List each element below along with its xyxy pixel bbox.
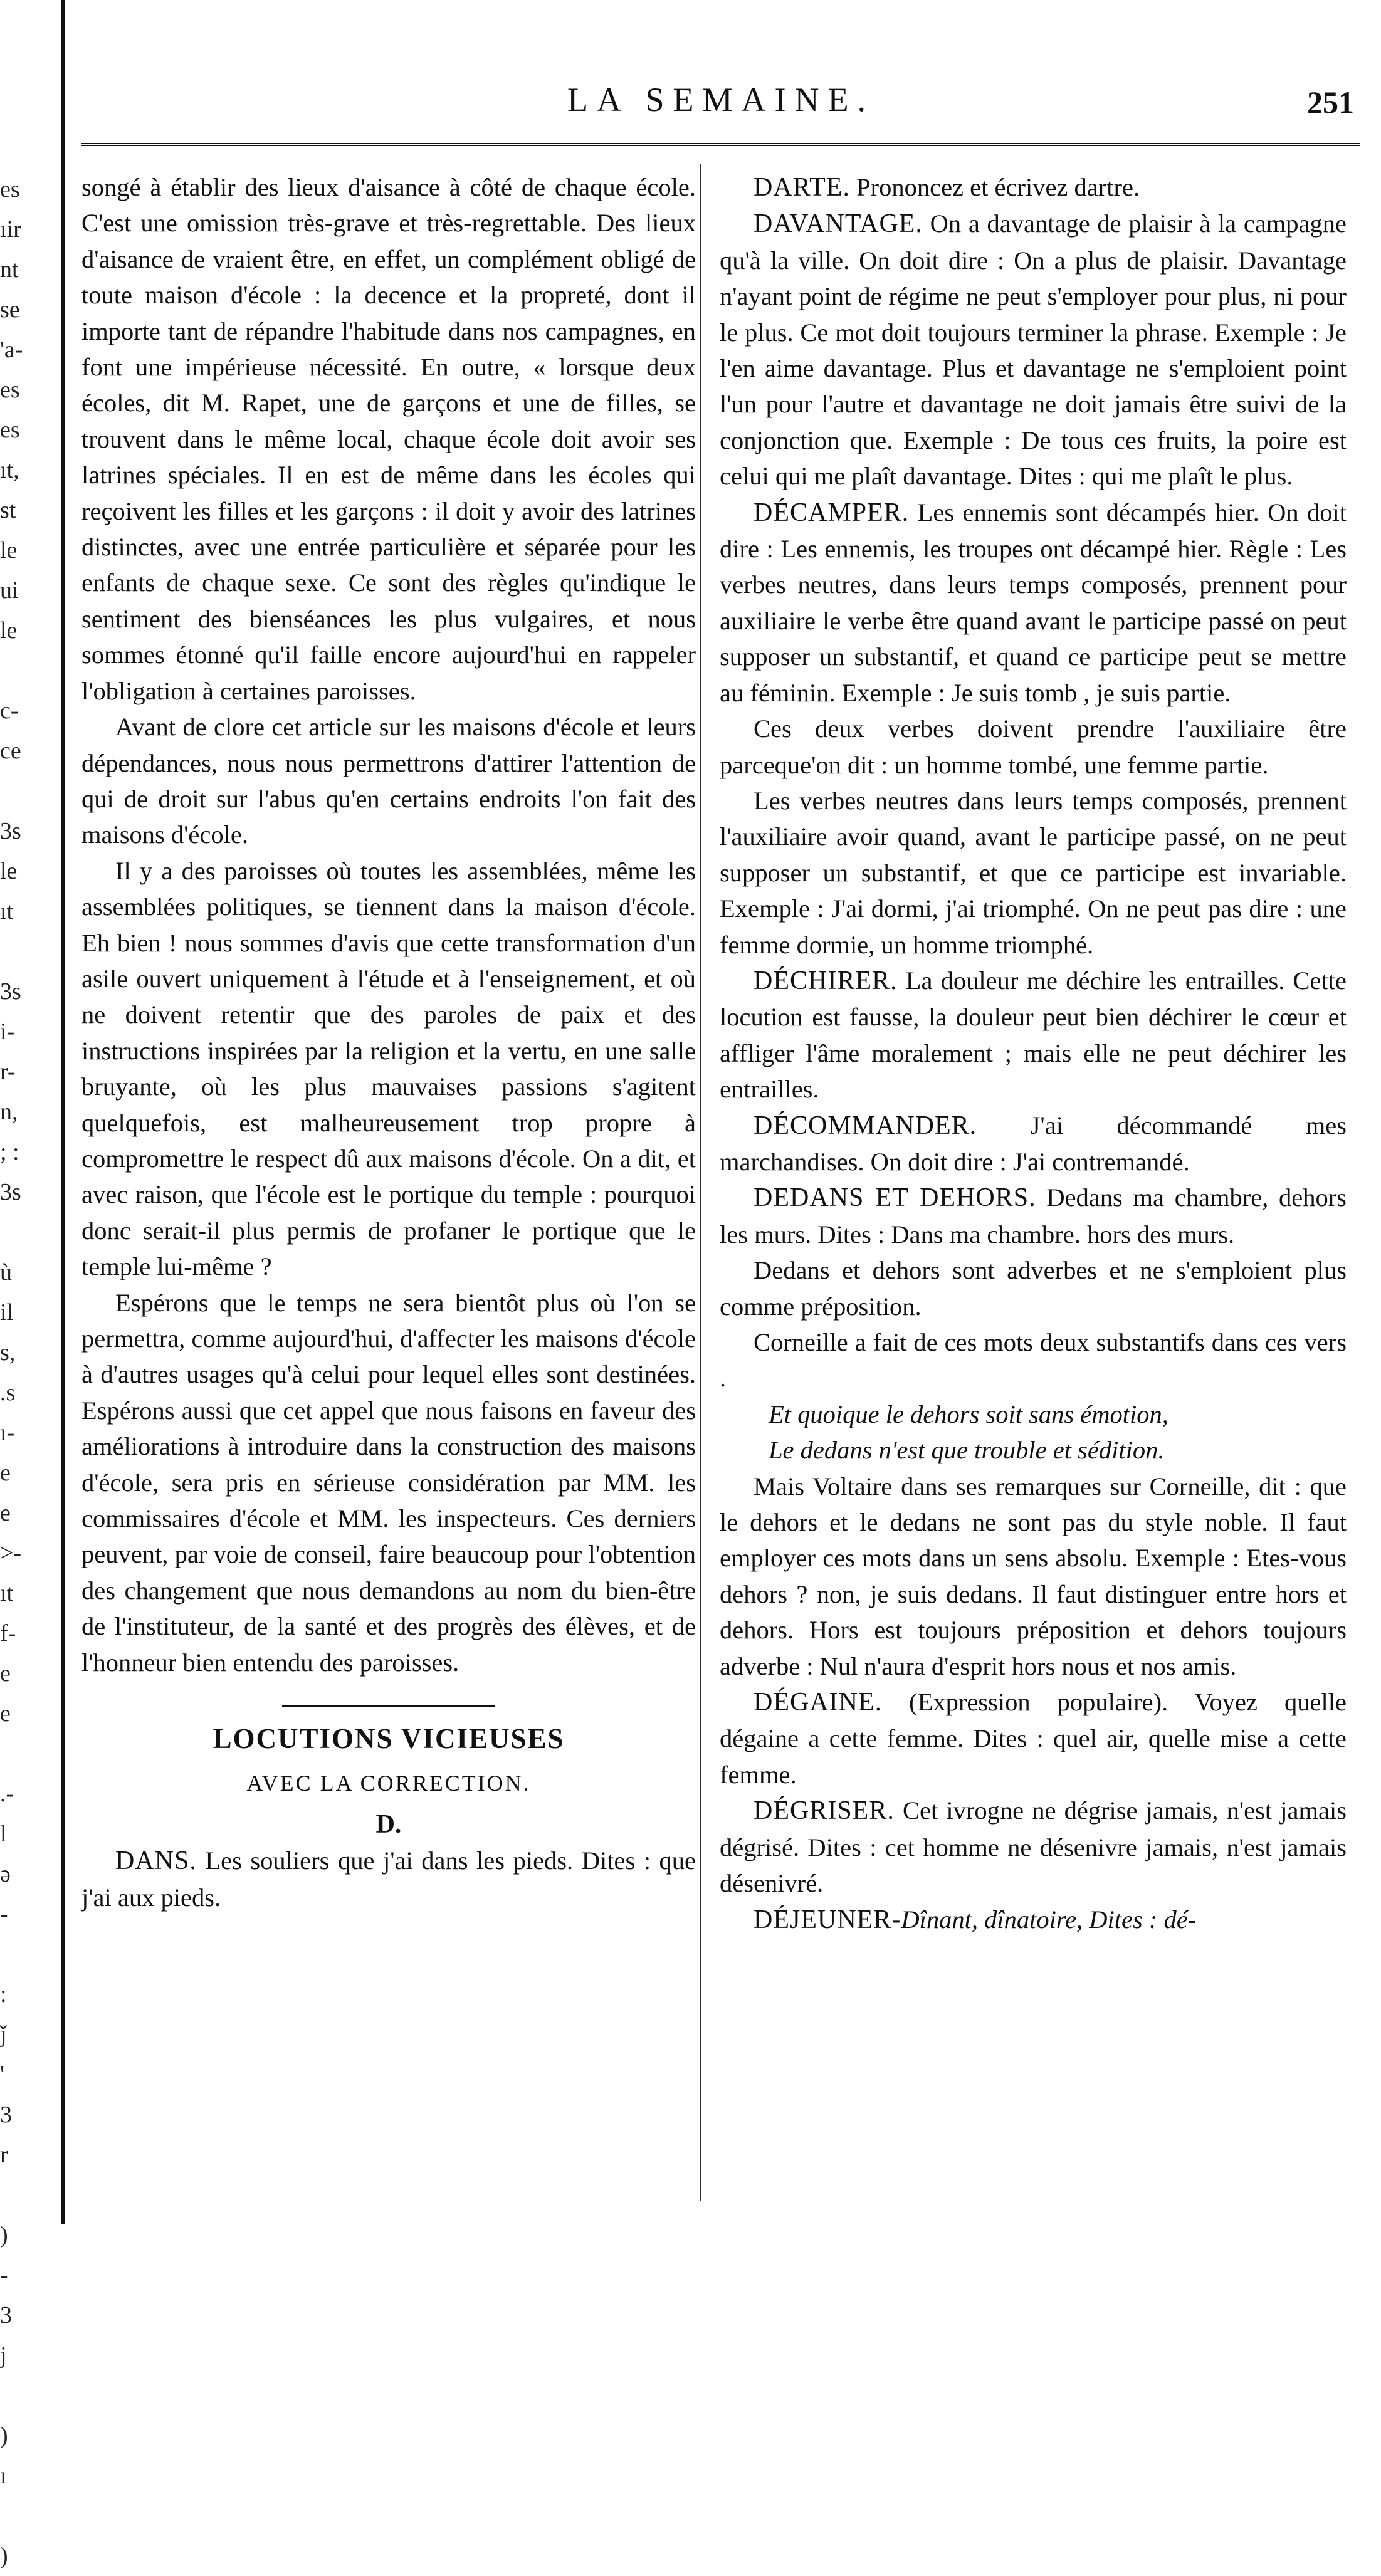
paragraph: Il y a des paroisses où toutes les assemblées, même les assemblées politiques, se tiennent dans la maison d'école. Eh bien ! nous sommes d'avis que cette transformation d'un asile ouvert uniquement à l'étude et à l'enseignement, et où ne doivent retentir que des paroles de paix et des instructions inspirées par la religion et la vertu, en une salle bruyante, où les plus mauvaises passions s'agitent quelquefois, est malheureusement trop propre à compromettre le respect dû aux maisons d'école. On a dit, et avec raison, que l'école est le portique du temple : pourquoi donc serait-il plus permis de profaner le portique que le temple lui-même ? xyxy=(81,856,696,1281)
entry-dechirer xyxy=(720,963,1347,1107)
entry-text: Dînant, dînatoire, Dites : dé- xyxy=(901,1905,1197,1934)
entry-decamper xyxy=(720,495,1347,711)
entry-keyword: DÉCHIRER. xyxy=(754,966,898,995)
paragraph: Corneille a fait de ces mots deux substantifs dans ces vers . xyxy=(720,1328,1347,1393)
entry-text: Prononcez et écrivez dartre. xyxy=(856,173,1140,201)
paragraph: Ces deux verbes doivent prendre l'auxiliaire être parceque'on dit : un homme tombé, une femme partie. xyxy=(720,715,1347,779)
section-title: LOCUTIONS VICIEUSES xyxy=(213,1723,565,1755)
paragraph: Les verbes neutres dans leurs temps composés, prennent l'auxiliaire avoir quand, avant le participe passé, on ne peut supposer un substantif, et que ce participe est invariable. Exemple : J'ai dormi, j'ai triomphé. On ne peut pas dire : une femme dormie, un homme triomphé. xyxy=(720,786,1347,959)
entry-darte xyxy=(720,169,1347,206)
paragraph: Espérons que le temps ne sera bientôt plus où l'on se permettra, comme aujourd'hui, d'affecter les maisons d'école à d'autres usages qu'à celui pour lequel elles sont destinées. Espérons aussi que cet appel que nous faisons en faveur des améliorations à introduire dans la construction des maisons d'école, sera pris en sérieuse considération par MM. les commissaires d'école et MM. les inspecteurs. Ces derniers peuvent, par voie de conseil, faire beaucoup pour l'obtention des changement que nous demandons au nom du bien-être de l'instituteur, de la santé et des progrès des élèves, et de l'honneur bien entendu des paroisses. xyxy=(81,1288,696,1677)
page-number: 251 xyxy=(1307,85,1354,120)
paragraph: Avant de clore cet article sur les maisons d'école et leurs dépendances, nous nous permettrons d'attirer l'attention de qui de droit sur l'abus qu'en certains endroits l'on fait des maisons d'école. xyxy=(81,713,696,849)
left-column xyxy=(81,169,696,1915)
section-heading xyxy=(81,1721,696,1843)
paragraph: Dedans et dehors sont adverbes et ne s'emploient plus comme préposition. xyxy=(720,1256,1347,1321)
entry-text: J'ai décommandé mes marchandises. On doit dire : J'ai contremandé. xyxy=(720,1111,1347,1176)
entry-text: (Expression populaire). Voyez quelle dégaine a cette femme. Dites : quel air, quelle mise a cette femme. xyxy=(720,1688,1347,1789)
section-rule xyxy=(282,1705,495,1707)
entry-dans xyxy=(81,1843,696,1915)
entry-davantage xyxy=(720,206,1347,494)
entry-keyword: DARTE. xyxy=(754,173,850,202)
page-header xyxy=(81,74,1360,130)
entry-keyword: DEDANS ET DEHORS. xyxy=(754,1183,1036,1213)
entry-text: On a davantage de plaisir à la campagne qu'à la ville. On doit dire : On a plus de plaisir. Davantage n'ayant point de régime ne peut s'employer pour plus, ni pour le plus. Ce mot doit toujours terminer la phrase. Exemple : Je l'en aime davantage. Plus et davantage ne s'emploient point l'un pour l'autre et davantage ne doit jamais être suivi de la conjonction que. Exemple : De tous ces fruits, la poire est celui qui me plaît davantage. Dites : qui me plaît le plus. xyxy=(720,209,1347,491)
entry-keyword: DÉGRISER. xyxy=(754,1796,895,1826)
entry-text: Cet ivrogne ne dégrise jamais, n'est jamais dégrisé. Dites : cet homme ne désenivre jamais, n'est jamais désenivré. xyxy=(720,1796,1347,1898)
entry-text: Les ennemis sont décampés hier. On doit dire : Les ennemis, les troupes ont décampé hier. Règle : Les verbes neutres, dans leurs temps composés, prennent pour auxiliaire le verbe être quand avant le participe passé on peut supposer un substantif, et quand ce participe peut se mettre au féminin. Exemple : Je suis tomb , je suis partie. xyxy=(720,498,1347,707)
entry-keyword: DÉGAINE. xyxy=(754,1688,883,1717)
header-rule xyxy=(81,143,1360,146)
entry-degaine xyxy=(720,1684,1347,1793)
paragraph: Mais Voltaire dans ses remarques sur Corneille, dit : que le dehors et le dedans ne sont pas du style noble. Il faut employer ces mots dans un sens absolu. Exemple : Etes-vous dehors ? non, je suis dedans. Il faut distinguer entre hors et dehors. Hors est toujours préposition et dehors toujours adverbe : Nul n'aura d'esprit hors nous et nos amis. xyxy=(720,1472,1347,1680)
verse-line: Le dedans n'est que trouble et sédition. xyxy=(769,1436,1165,1465)
entry-text: La douleur me déchire les entrailles. Cette locution est fausse, la douleur peut bien déchirer le cœur et affliger l'âme moralement ; mais elle ne peut déchirer les entrailles. xyxy=(720,966,1347,1104)
entry-dejeuner xyxy=(720,1902,1347,1938)
running-head: LA SEMAINE. xyxy=(567,81,874,118)
section-letter: D. xyxy=(375,1809,402,1839)
verse-line: Et quoique le dehors soit sans émotion, xyxy=(769,1400,1168,1428)
entry-decommander xyxy=(720,1107,1347,1180)
entry-keyword: DÉCOMMANDER. xyxy=(754,1111,977,1140)
entry-dedans xyxy=(720,1180,1347,1252)
entry-text: Dedans ma chambre, dehors les murs. Dites : Dans ma chambre. hors des murs. xyxy=(720,1183,1347,1249)
entry-keyword: DANS. xyxy=(115,1846,197,1876)
margin-fragments: es ıir nt se 'a- es es ıt, st le ui le c- ce 3s le ıt 3s i- r- n, ; : 3s ù il s, .s ı- e e >- ıt f- e e .- l ə - : ǰ ' 3 r ) - 3 j ) ı ) xyxy=(0,176,23,2569)
binding-edge xyxy=(61,0,65,2224)
entry-keyword: DAVANTAGE. xyxy=(754,209,923,239)
entry-keyword: DÉCAMPER. xyxy=(754,498,910,527)
right-column xyxy=(720,169,1347,1938)
entry-degriser xyxy=(720,1793,1347,1901)
entry-text: Les souliers que j'ai dans les pieds. Dites : que j'ai aux pieds. xyxy=(81,1846,696,1912)
entry-keyword: DÉJEUNER- xyxy=(754,1905,901,1934)
column-divider xyxy=(700,164,701,2201)
section-subtitle: AVEC LA CORRECTION. xyxy=(246,1771,531,1796)
paragraph: songé à établir des lieux d'aisance à côté de chaque école. C'est une omission très-grave et très-regrettable. Des lieux d'aisance de vraient être, en effet, un complément obligé de toute maison d'école : la decence et la propreté, dont il importe tant de répandre l'habitude dans nos campagnes, en font une impérieuse nécessité. En outre, « lorsque deux écoles, dit M. Rapet, une de garçons et une de filles, se trouvent dans le même local, chaque école doit avoir ses latrines spéciales. Il en est de même dans les écoles qui reçoivent les filles et les garçons : il doit y avoir des latrines distinctes, avec une entrée particulière et séparée pour les enfants de chaque sexe. Ce sont des règles qu'indique le sentiment des bienséances les plus vulgaires, et nous sommes étonné qu'il faille encore aujourd'hui en rappeler l'obligation à certaines paroisses. xyxy=(81,173,696,705)
